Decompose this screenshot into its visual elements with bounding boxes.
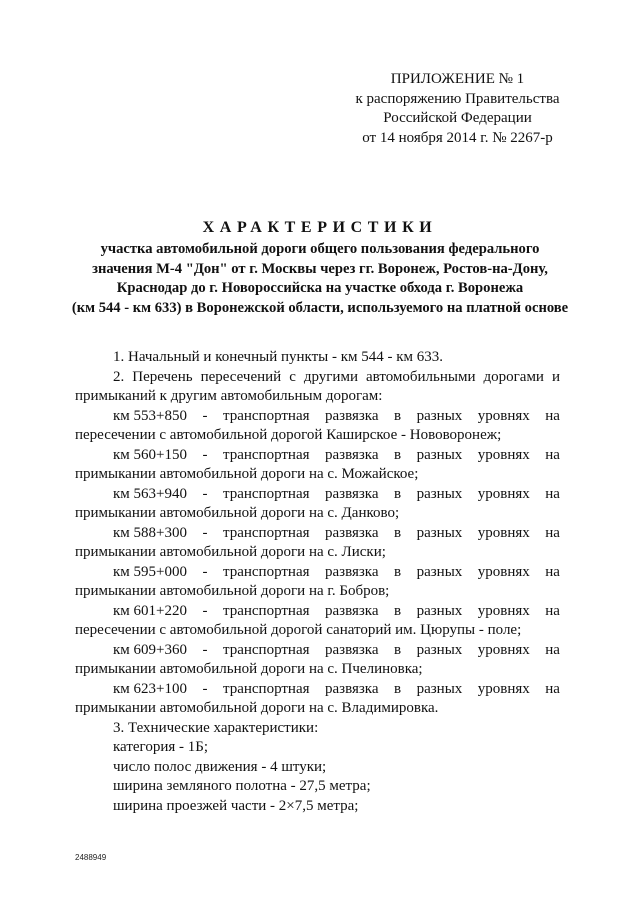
crossing-word: в bbox=[394, 602, 402, 619]
crossing-km-marker: км 588+300 bbox=[113, 524, 187, 541]
crossing-word: уровнях bbox=[477, 407, 530, 424]
crossing-word: уровнях bbox=[477, 641, 530, 658]
spec-item: категория - 1Б; bbox=[113, 739, 209, 755]
crossing-word: в bbox=[394, 524, 402, 541]
crossing-km-marker: км 563+940 bbox=[113, 485, 187, 502]
document-body bbox=[75, 348, 560, 816]
crossing-word: разных bbox=[416, 602, 463, 619]
crossing-word: - bbox=[202, 407, 208, 424]
crossing-word: разных bbox=[416, 641, 463, 658]
crossing-description: примыкании автомобильной дороги на г. Бобров; bbox=[75, 583, 390, 599]
crossing-word: развязка bbox=[325, 524, 379, 541]
crossing-entry-line bbox=[75, 407, 560, 427]
item-2-word: дорогами bbox=[483, 368, 544, 385]
crossing-word: уровнях bbox=[477, 563, 530, 580]
crossings-list bbox=[75, 407, 560, 719]
spec-item: ширина проезжей части - 2×7,5 метра; bbox=[113, 797, 359, 814]
crossing-entry-line bbox=[75, 485, 560, 505]
crossing-word: на bbox=[545, 407, 560, 424]
crossing-word: в bbox=[394, 485, 402, 502]
crossing-word: - bbox=[202, 563, 208, 580]
appendix-reference: к распоряжению Правительства bbox=[355, 90, 560, 107]
appendix-header bbox=[340, 70, 575, 148]
crossing-word: транспортная bbox=[222, 680, 310, 697]
crossing-km-marker: км 560+150 bbox=[113, 446, 187, 463]
crossing-word: в bbox=[394, 446, 402, 463]
crossing-description: примыкании автомобильной дороги на с. Владимировка. bbox=[75, 700, 439, 716]
item-2-word: автомобильными bbox=[365, 368, 476, 385]
crossing-word: на bbox=[545, 641, 560, 658]
crossing-word: - bbox=[202, 446, 208, 463]
appendix-authority: Российской Федерации bbox=[383, 110, 532, 126]
crossing-word: - bbox=[202, 641, 208, 658]
document-subtitle bbox=[60, 240, 580, 318]
crossing-word: развязка bbox=[325, 680, 379, 697]
crossing-word: уровнях bbox=[477, 680, 530, 697]
crossing-km-marker: км 623+100 bbox=[113, 680, 187, 697]
crossing-word: развязка bbox=[325, 563, 379, 580]
crossing-word: - bbox=[202, 680, 208, 697]
crossing-word: разных bbox=[416, 524, 463, 541]
crossing-word: транспортная bbox=[222, 641, 310, 658]
crossing-description: пересечении с автомобильной дорогой санаторий им. Цюрупы - поле; bbox=[75, 622, 522, 638]
crossing-word: уровнях bbox=[477, 524, 530, 541]
crossing-word: разных bbox=[416, 680, 463, 697]
crossing-word: разных bbox=[416, 485, 463, 502]
crossing-word: развязка bbox=[325, 446, 379, 463]
crossing-word: развязка bbox=[325, 485, 379, 502]
crossing-word: на bbox=[545, 680, 560, 697]
item-2-word: 2. bbox=[113, 368, 125, 385]
crossing-word: разных bbox=[416, 407, 463, 424]
subtitle-line: значения М-4 "Дон" от г. Москвы через гг. Воронеж, Ростов-на-Дону, bbox=[92, 260, 548, 277]
crossing-word: транспортная bbox=[222, 563, 310, 580]
crossing-word: на bbox=[545, 446, 560, 463]
crossing-word: в bbox=[394, 641, 402, 658]
crossing-entry-line bbox=[75, 602, 560, 622]
crossing-km-marker: км 553+850 bbox=[113, 407, 187, 424]
appendix-number: ПРИЛОЖЕНИЕ № 1 bbox=[390, 71, 525, 87]
crossing-word: уровнях bbox=[477, 446, 530, 463]
crossing-word: уровнях bbox=[477, 485, 530, 502]
crossing-entry-line bbox=[75, 524, 560, 544]
crossing-word: на bbox=[545, 485, 560, 502]
crossing-word: - bbox=[202, 485, 208, 502]
crossing-entry-line bbox=[75, 680, 560, 700]
crossing-description: пересечении с автомобильной дорогой Каширское - Нововоронеж; bbox=[75, 427, 502, 443]
item-2-word: с bbox=[289, 368, 296, 385]
item-2-heading bbox=[75, 368, 560, 388]
crossing-word: на bbox=[545, 524, 560, 541]
item-2-heading-continuation: примыканий к другим автомобильным дорогам: bbox=[75, 388, 383, 404]
crossing-word: уровнях bbox=[477, 602, 530, 619]
crossing-word: транспортная bbox=[222, 602, 310, 619]
crossing-word: разных bbox=[416, 563, 463, 580]
crossing-km-marker: км 609+360 bbox=[113, 641, 187, 658]
crossing-word: транспортная bbox=[222, 524, 310, 541]
appendix-date: от 14 ноября 2014 г. № 2267-р bbox=[362, 129, 553, 146]
crossing-km-marker: км 601+220 bbox=[113, 602, 187, 619]
crossing-word: в bbox=[394, 407, 402, 424]
spec-item: ширина земляного полотна - 27,5 метра; bbox=[113, 778, 371, 794]
crossing-word: в bbox=[394, 680, 402, 697]
crossing-word: в bbox=[394, 563, 402, 580]
item-3-heading: 3. Технические характеристики: bbox=[113, 719, 319, 736]
item-2-word: Перечень bbox=[132, 368, 193, 385]
subtitle-line: участка автомобильной дороги общего пользования федерального bbox=[100, 241, 540, 257]
item-1-endpoints: 1. Начальный и конечный пункты - км 544 - км 633. bbox=[113, 349, 444, 365]
subtitle-line: (км 544 - км 633) в Воронежской области, используемого на платной основе bbox=[71, 299, 569, 316]
crossing-word: развязка bbox=[325, 641, 379, 658]
crossing-description: примыкании автомобильной дороги на с. Пчелиновка; bbox=[75, 661, 423, 677]
crossing-word: - bbox=[202, 602, 208, 619]
crossing-word: разных bbox=[416, 446, 463, 463]
crossing-word: на bbox=[545, 602, 560, 619]
spec-item: число полос движения - 4 штуки; bbox=[113, 758, 327, 775]
crossing-description: примыкании автомобильной дороги на с. Данково; bbox=[75, 505, 400, 521]
crossing-description: примыкании автомобильной дороги на с. Лиски; bbox=[75, 544, 386, 560]
crossing-word: - bbox=[202, 524, 208, 541]
crossing-entry-line bbox=[75, 563, 560, 583]
crossing-description: примыкании автомобильной дороги на с. Можайское; bbox=[75, 466, 419, 482]
crossing-word: транспортная bbox=[222, 407, 310, 424]
crossing-km-marker: км 595+000 bbox=[113, 563, 187, 580]
document-code: 2488949 bbox=[75, 853, 107, 862]
crossing-word: на bbox=[545, 563, 560, 580]
crossing-entry-line bbox=[75, 446, 560, 466]
crossing-word: транспортная bbox=[222, 446, 310, 463]
item-2-word: другими bbox=[303, 368, 358, 385]
document-title: ХАРАКТЕРИСТИКИ bbox=[202, 219, 438, 236]
item-2-word: и bbox=[551, 368, 560, 385]
crossing-entry-line bbox=[75, 641, 560, 661]
crossing-word: развязка bbox=[325, 407, 379, 424]
item-2-word: пересечений bbox=[200, 368, 282, 385]
crossing-word: транспортная bbox=[222, 485, 310, 502]
crossing-word: развязка bbox=[325, 602, 379, 619]
subtitle-line: Краснодар до г. Новороссийска на участке обхода г. Воронежа bbox=[116, 280, 524, 296]
